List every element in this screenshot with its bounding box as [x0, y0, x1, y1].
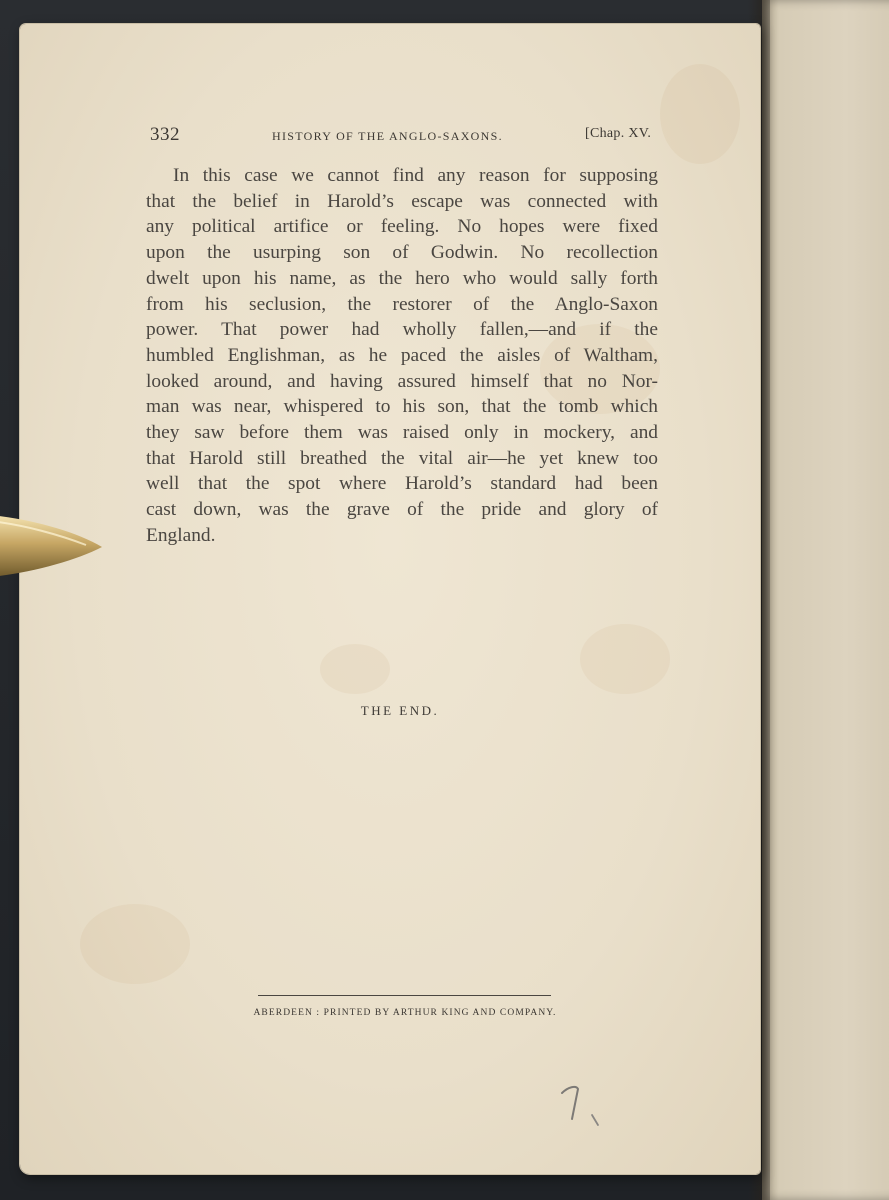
chapter-reference: [Chap. XV. [585, 126, 652, 141]
page-number: 332 [150, 124, 180, 145]
paragraph-line: man was near, whispered to his son, that the tomb which [146, 396, 658, 418]
paragraph-line: humbled Englishman, as he paced the aisles of Waltham, [146, 344, 658, 366]
paragraph-line: power. That power had wholly fallen,—and if the [146, 319, 658, 341]
paragraph-line: from his seclusion, the restorer of the Anglo-Saxon [146, 293, 658, 315]
imprint-rule [258, 995, 551, 996]
paragraph-line: well that the spot where Harold’s standard had been [146, 473, 658, 495]
page-stain [580, 624, 670, 694]
paragraph-line: upon the usurping son of Godwin. No recollection [146, 242, 658, 264]
paragraph-line: that Harold still breathed the vital air—he yet knew too [146, 447, 658, 469]
running-title: HISTORY OF THE ANGLO-SAXONS. [272, 129, 503, 143]
body-paragraph [146, 163, 658, 549]
paragraph-line: they saw before them was raised only in mockery, and [146, 422, 658, 444]
paragraph-line: that the belief in Harold’s escape was connected with [146, 190, 658, 212]
pencil-annotation-icon [548, 1075, 608, 1135]
brass-page-pointer-icon [0, 509, 105, 581]
facing-page-edge [762, 0, 889, 1200]
page-stain [660, 64, 740, 164]
page-stain [320, 644, 390, 694]
printer-imprint: ABERDEEN : PRINTED BY ARTHUR KING AND COMPANY. [253, 1008, 557, 1018]
paragraph-line: dwelt upon his name, as the hero who would sally forth [146, 267, 658, 289]
paragraph-line: England. [146, 524, 216, 546]
paragraph-line: In this case we cannot find any reason for supposing [173, 165, 658, 186]
page-stain [80, 904, 190, 984]
paragraph-line: looked around, and having assured himself that no Nor- [146, 370, 658, 392]
the-end-heading: THE END. [360, 703, 440, 718]
paragraph-line: any political artifice or feeling. No hopes were fixed [146, 216, 658, 238]
paragraph-line: cast down, was the grave of the pride and glory of [146, 499, 658, 521]
